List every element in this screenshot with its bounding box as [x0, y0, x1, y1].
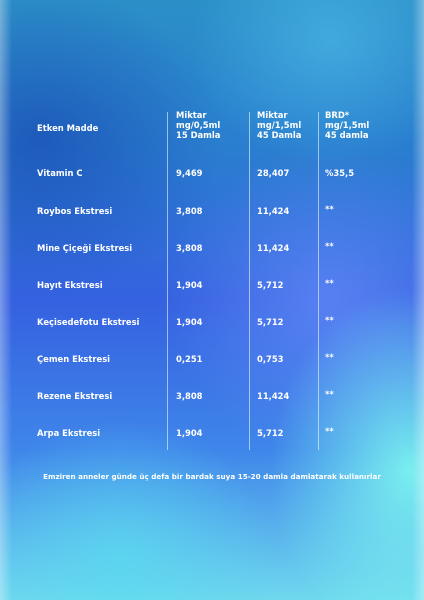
amount-15-drops: 1,904 [176, 317, 203, 327]
amount-15-drops: 3,808 [176, 206, 203, 216]
amount-45-drops: 5,712 [257, 280, 284, 290]
ingredient-name: Arpa Ekstresi [37, 428, 101, 438]
amount-15-drops: 1,904 [176, 280, 203, 290]
rda-value: ** [325, 426, 334, 436]
amount-15-drops: 3,808 [176, 243, 203, 253]
amount-45-drops: 11,424 [257, 391, 290, 401]
usage-instructions: Emziren anneler günde üç defa bir bardak suya 15-20 damla damlatarak kullanırlar [43, 472, 381, 481]
amount-15-drops: 9,469 [176, 168, 203, 178]
ingredient-name: Roybos Ekstresi [37, 206, 113, 216]
ingredient-name: Hayıt Ekstresi [37, 280, 103, 290]
rda-value: ** [325, 241, 334, 251]
amount-15-drops: 1,904 [176, 428, 203, 438]
amount-45-drops: 11,424 [257, 243, 290, 253]
ingredient-name: Rezene Ekstresi [37, 391, 113, 401]
ingredient-name: Keçisedefotu Ekstresi [37, 317, 140, 327]
column-divider [318, 112, 319, 450]
amount-15-drops: 0,251 [176, 354, 203, 364]
amount-45-drops: 5,712 [257, 428, 284, 438]
column-divider [167, 112, 168, 450]
rda-value: ** [325, 204, 334, 214]
header-rda: BRD* mg/1,5ml 45 damla [325, 110, 370, 140]
rda-value: ** [325, 278, 334, 288]
amount-15-drops: 3,808 [176, 391, 203, 401]
rda-value: ** [325, 315, 334, 325]
amount-45-drops: 0,753 [257, 354, 284, 364]
amount-45-drops: 11,424 [257, 206, 290, 216]
rda-value: %35,5 [325, 168, 355, 178]
ingredient-name: Çemen Ekstresi [37, 354, 111, 364]
header-amount-15-drops: Miktar mg/0,5ml 15 Damla [176, 110, 221, 140]
rda-value: ** [325, 352, 334, 362]
amount-45-drops: 28,407 [257, 168, 290, 178]
header-active-ingredient: Etken Madde [37, 123, 99, 133]
column-divider [249, 112, 250, 450]
ingredient-name: Mine Çiçeği Ekstresi [37, 243, 133, 253]
header-amount-45-drops: Miktar mg/1,5ml 45 Damla [257, 110, 302, 140]
ingredient-name: Vitamin C [37, 168, 83, 178]
rda-value: ** [325, 389, 334, 399]
amount-45-drops: 5,712 [257, 317, 284, 327]
